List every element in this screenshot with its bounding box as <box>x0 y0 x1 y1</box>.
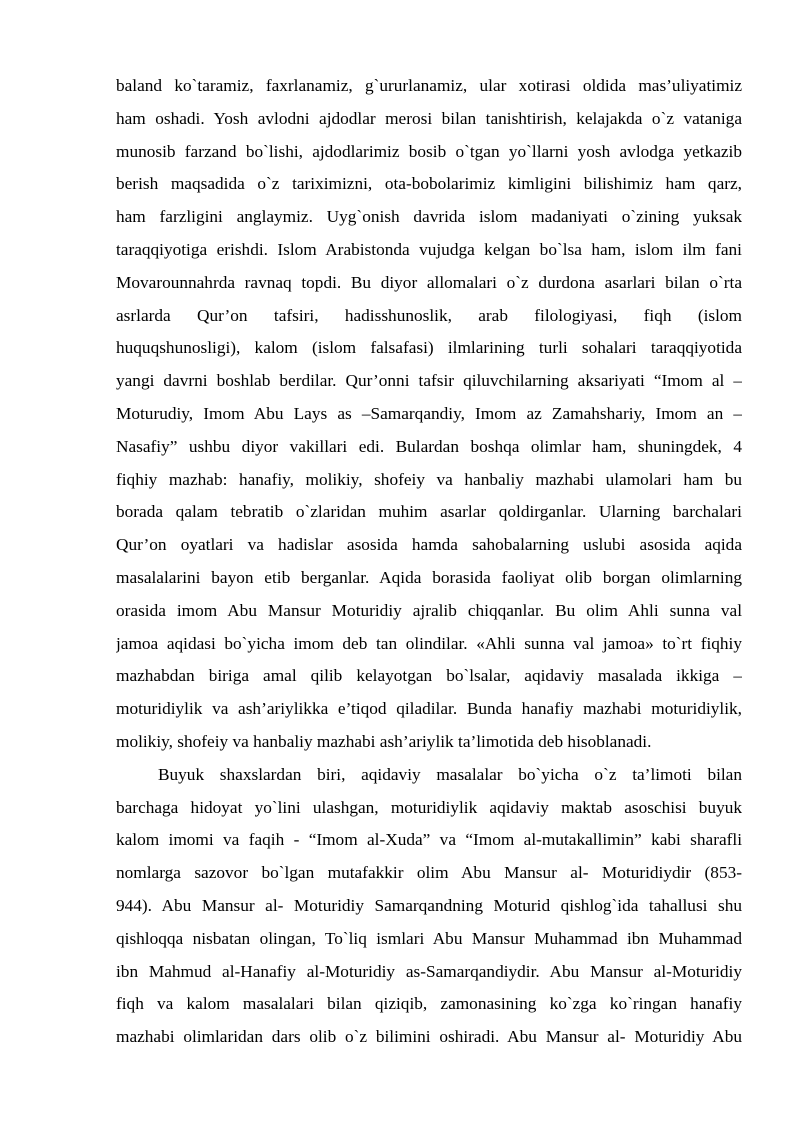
text-line: baland ko`taramiz, faxrlanamiz, g`ururlanamiz, ular xotirasi oldida mas’uliyatimiz <box>116 76 742 95</box>
text-line: qishloqqa nisbatan olingan, To`liq ismlari Abu Mansur Muhammad ibn Muhammad <box>116 928 742 948</box>
text-line: asrlarda Qur’on tafsiri, hadisshunoslik, arab filologiyasi, fiqh (islom <box>116 305 742 325</box>
text-line: 944). Abu Mansur al- Moturidiy Samarqandning Moturid qishlog`ida tahallusi shu <box>116 895 742 915</box>
paragraph-1 <box>116 70 742 759</box>
text-line: jamoa aqidasi bo`yicha imom deb tan olindilar. «Ahli sunna val jamoa» to`rt fiqhiy <box>116 633 742 653</box>
text-line: yangi davrni boshlab berdilar. Qur’onni tafsir qiluvchilarning aksariyati “Imom al – <box>116 371 742 391</box>
text-line: fiqhiy mazhab: hanafiy, molikiy, shofeiy va hanbaliy mazhabi ulamolari ham bu <box>116 469 742 489</box>
text-line: nomlarga sazovor bo`lgan mutafakkir olim Abu Mansur al- Moturidiydir (853- <box>116 863 742 883</box>
paragraph-2 <box>116 759 742 1054</box>
text-line: orasida imom Abu Mansur Moturidiy ajralib chiqqanlar. Bu olim Ahli sunna val <box>116 600 742 620</box>
text-line: Qur’on oyatlari va hadislar asosida hamda sahobalarning uslubi asosida aqida <box>116 535 742 555</box>
text-line: munosib farzand bo`lishi, ajdodlarimiz bosib o`tgan yo`llarni yosh avlodga yetkazib <box>116 141 742 161</box>
document-page <box>116 70 742 1054</box>
text-line: ibn Mahmud al-Hanafiy al-Moturidiy as-Samarqandiydir. Abu Mansur al-Moturidiy <box>116 961 742 981</box>
text-line: molikiy, shofeiy va hanbaliy mazhabi ash’ariylik ta’limotida deb hisoblanadi. <box>116 731 652 751</box>
text-line: Movarounnahrda ravnaq topdi. Bu diyor allomalari o`z durdona asarlari bilan o`rta <box>116 272 742 292</box>
text-line: masalalarini bayon etib berganlar. Aqida borasida faoliyat olib borgan olimlarning <box>116 567 742 587</box>
text-line: berish maqsadida o`z tariximizni, ota-bobolarimiz kimligini bilishimiz ham qarz, <box>116 174 742 194</box>
text-line: Buyuk shaxslardan biri, aqidaviy masalalar bo`yicha o`z ta’limoti bilan <box>158 764 742 784</box>
text-line: Nasafiy” ushbu diyor vakillari edi. Bulardan boshqa olimlar ham, shuningdek, 4 <box>116 436 742 456</box>
text-line: mazhabi olimlaridan dars olib o`z bilimini oshiradi. Abu Mansur al- Moturidiy Abu <box>116 1027 742 1047</box>
text-line: borada qalam tebratib o`zlaridan muhim asarlar qoldirganlar. Ularning barchalari <box>116 502 742 522</box>
text-line: ham oshadi. Yosh avlodni ajdodlar merosi bilan tanishtirish, kelajakda o`z vataniga <box>116 108 742 128</box>
text-line: Moturudiy, Imom Abu Lays as –Samarqandiy, Imom az Zamahshariy, Imom an – <box>116 403 742 423</box>
text-line: taraqqiyotiga erishdi. Islom Arabistonda vujudga kelgan bo`lsa ham, islom ilm fani <box>116 239 742 259</box>
text-line: barchaga hidoyat yo`lini ulashgan, moturidiylik aqidaviy maktab asoschisi buyuk <box>116 797 742 817</box>
text-line: ham farzligini anglaymiz. Uyg`onish davrida islom madaniyati o`zining yuksak <box>116 207 742 227</box>
text-line: mazhabdan biriga amal qilib kelayotgan bo`lsalar, aqidaviy masalada ikkiga – <box>116 666 742 686</box>
text-line: fiqh va kalom masalalari bilan qiziqib, zamonasining ko`zga ko`ringan hanafiy <box>116 994 742 1014</box>
text-line: moturidiylik va ash’ariylikka e’tiqod qiladilar. Bunda hanafiy mazhabi moturidiylik, <box>116 699 742 719</box>
text-line: huquqshunosligi), kalom (islom falsafasi) ilmlarining turli sohalari taraqqiyotida <box>116 338 742 358</box>
text-line: kalom imomi va faqih - “Imom al-Xuda” va “Imom al-mutakallimin” kabi sharafli <box>116 830 742 850</box>
